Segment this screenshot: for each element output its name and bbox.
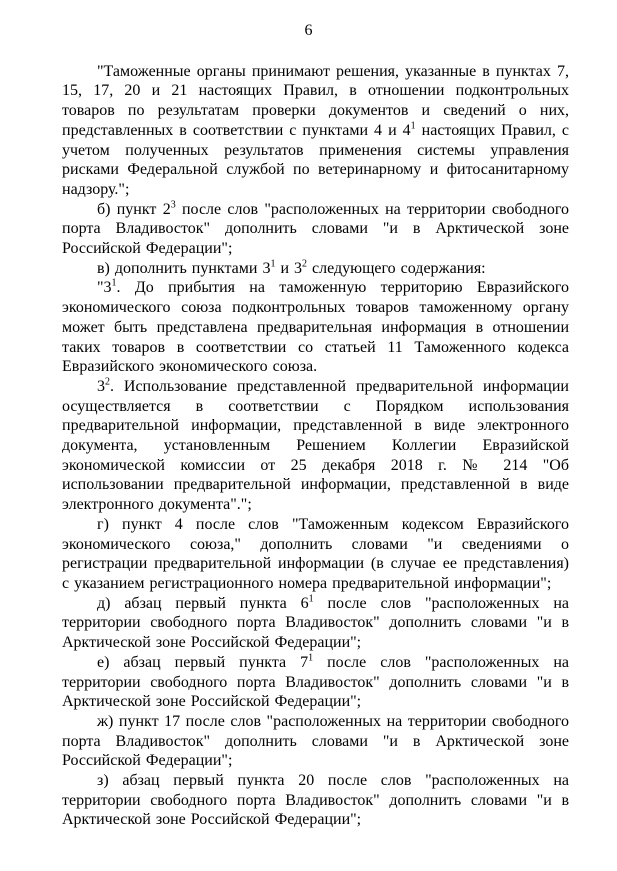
superscript: 1 xyxy=(308,652,314,664)
superscript: 1 xyxy=(111,278,117,290)
superscript: 2 xyxy=(302,258,307,270)
paragraph-item-b: б) пункт $2^3$ после слов "расположенных на территории свободного порта Владивосток" дополнить словами "и в Арктической зоне Российской Федерации"; xyxy=(62,199,569,258)
superscript: 3 xyxy=(170,199,176,211)
paragraph-item-d: д) абзац первый пункта $6^1$ после слов "расположенных на территории свободного порта Владивосток" дополнить словами "и в Арктической зоне Российской Федерации"; xyxy=(62,593,569,652)
paragraph-intro-quote: "Таможенные органы принимают решения, указанные в пунктах 7, 15, 17, 20 и 21 настоящих Правил, в отношении подконтрольных товаров по результатам проверки документов и сведений о них, представленных в соответствии с пунктами 4 и $4^1$ настоящих Правил, с учетом полученных результатов применения системы управления рисками Федеральной службой по ветеринарному и фитосанитарному надзору."; xyxy=(62,62,570,198)
paragraph-item-z: з) абзац первый пункта 20 после слов "расположенных на территории свободного порта Владивосток" дополнить словами "и в Арктической зоне Российской Федерации"; xyxy=(62,772,569,829)
superscript: 1 xyxy=(410,120,416,132)
document-body xyxy=(0,62,617,830)
superscript: 1 xyxy=(270,258,276,270)
paragraph-point-3-2: $3^2$. Использование представленной предварительной информации осуществляется в соответствии с Порядком использования предварительной информации, представленной в виде электронного документа, установленным Решением Коллегии Евразийской экономической комиссии от 25 декабря 2018 г. № 214 "Об использовании предварительной информации, представленной в виде электронного документа"."; xyxy=(62,376,569,514)
paragraph-item-zh: ж) пункт 17 после слов "расположенных на территории свободного порта Владивосток" дополнить словами "и в Арктической зоне Российской Федерации"; xyxy=(62,712,569,770)
paragraph-item-v: в) дополнить пунктами $3^1$ и $3^2$ следующего содержания: xyxy=(97,258,486,277)
superscript: 2 xyxy=(105,376,110,388)
page-number: 6 xyxy=(304,22,313,39)
paragraph-point-3-1: "$3^1$. До прибытия на таможенную территорию Евразийского экономического союза подконтрольных товаров таможенному органу может быть представлена предварительная информация в отношении таких товаров в соответствии со статьей 11 Таможенного кодекса Евразийского экономического союза. xyxy=(62,278,569,376)
superscript: 1 xyxy=(308,593,314,605)
paragraph-item-g: г) пункт 4 после слов "Таможенным кодексом Евразийского экономического союза," дополнить словами "и сведениями о регистрации предварительной информации (в случае ее представления) с указанием регистрационного номера предварительной информации"; xyxy=(62,515,569,592)
paragraph-item-e: е) абзац первый пункта $7^1$ после слов "расположенных на территории свободного порта Владивосток" дополнить словами "и в Арктической зоне Российской Федерации"; xyxy=(62,652,569,711)
